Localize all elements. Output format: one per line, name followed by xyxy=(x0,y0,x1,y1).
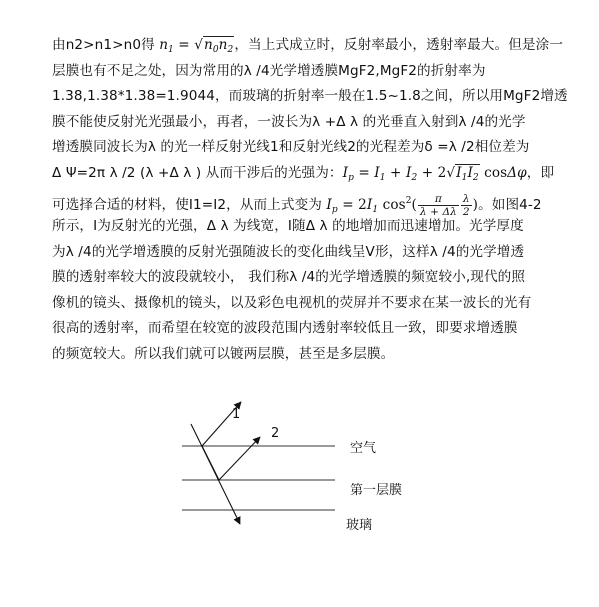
text-line-12: 很高的透射率，而希望在较宽的波段范围内透射率较低且一致，即要求增透膜 xyxy=(52,320,518,336)
text-line-4: 膜不能使反射光光强最小，再者，一波长为λ +Δ λ 的光垂直入射到λ /4的光学 xyxy=(52,113,526,130)
text-line-3: 1.38,1.38*1.38=1.9044，而玻璃的折射率一般在1.5~1.8之间，所以用MgF2增透 xyxy=(52,88,568,104)
text-line-13: 的频宽较大。所以我们就可以镀两层膜，甚至是多层膜。 xyxy=(52,345,395,362)
text-line-11: 像机的镜头、摄像机的镜头，以及彩色电视机的荧屏并不要求在某一波长的光有 xyxy=(52,294,532,311)
refracted-ray-in-film xyxy=(202,446,219,480)
formula-intensity: $I_p = I_1 + I_2 + 2√I_1I_2$ cosΔφ xyxy=(342,164,527,183)
text-segment: 由n2>n1>n0得 xyxy=(52,37,160,53)
text-segment: 可选择合适的材料，使I1=I2，从而上式变为 xyxy=(52,197,327,213)
text-segment: Δ Ψ=2π λ /2 (λ +Δ λ ) 从而干涉后的光强为： xyxy=(52,164,343,181)
glass-label: 玻璃 xyxy=(346,518,373,533)
film-layer-label: 第一层膜 xyxy=(350,483,403,498)
text-line-2: 层膜也有不足之处，因为常用的λ /4光学增透膜MgF2,MgF2的折射率为 xyxy=(52,62,486,79)
text-line-8: 所示，I为反射光的光强，Δ λ 为线宽，I随Δ λ 的地增加而迅速增加。光学厚度 xyxy=(52,218,524,234)
text-line-9: 为λ /4的光学增透膜的反射光强随波长的变化曲线呈V形，这样λ /4的光学增透 xyxy=(52,243,525,260)
ray-1-label: 1 xyxy=(232,407,241,422)
text-segment: ，当上式成立时，反射率最小，透射率最大。但是涂一 xyxy=(234,37,564,53)
formula-n1: $n_1 = √n_0n_2$ xyxy=(159,37,234,55)
text-line-5: 增透膜同波长为λ 的光一样反射光线1和反射光线2的光程差为δ =λ /2相位差为 xyxy=(52,139,530,155)
ray-2-label: 2 xyxy=(271,426,280,441)
text-segment: 。如图4-2 xyxy=(478,197,542,213)
text-segment: ，即 xyxy=(526,164,555,181)
text-line-10: 膜的透射率较大的波段就较小， 我们称λ /4的光学增透膜的频宽较小,现代的照 xyxy=(52,269,526,285)
air-label: 空气 xyxy=(350,441,377,456)
reflected-ray-2 xyxy=(219,437,260,480)
formula-simplified: $I_p = 2I_1$ $\cos^2$( $\frac{\pi}{\lambda + \Delta\lambda}$ $\frac{\lambda}{2}$ ) xyxy=(326,193,479,218)
